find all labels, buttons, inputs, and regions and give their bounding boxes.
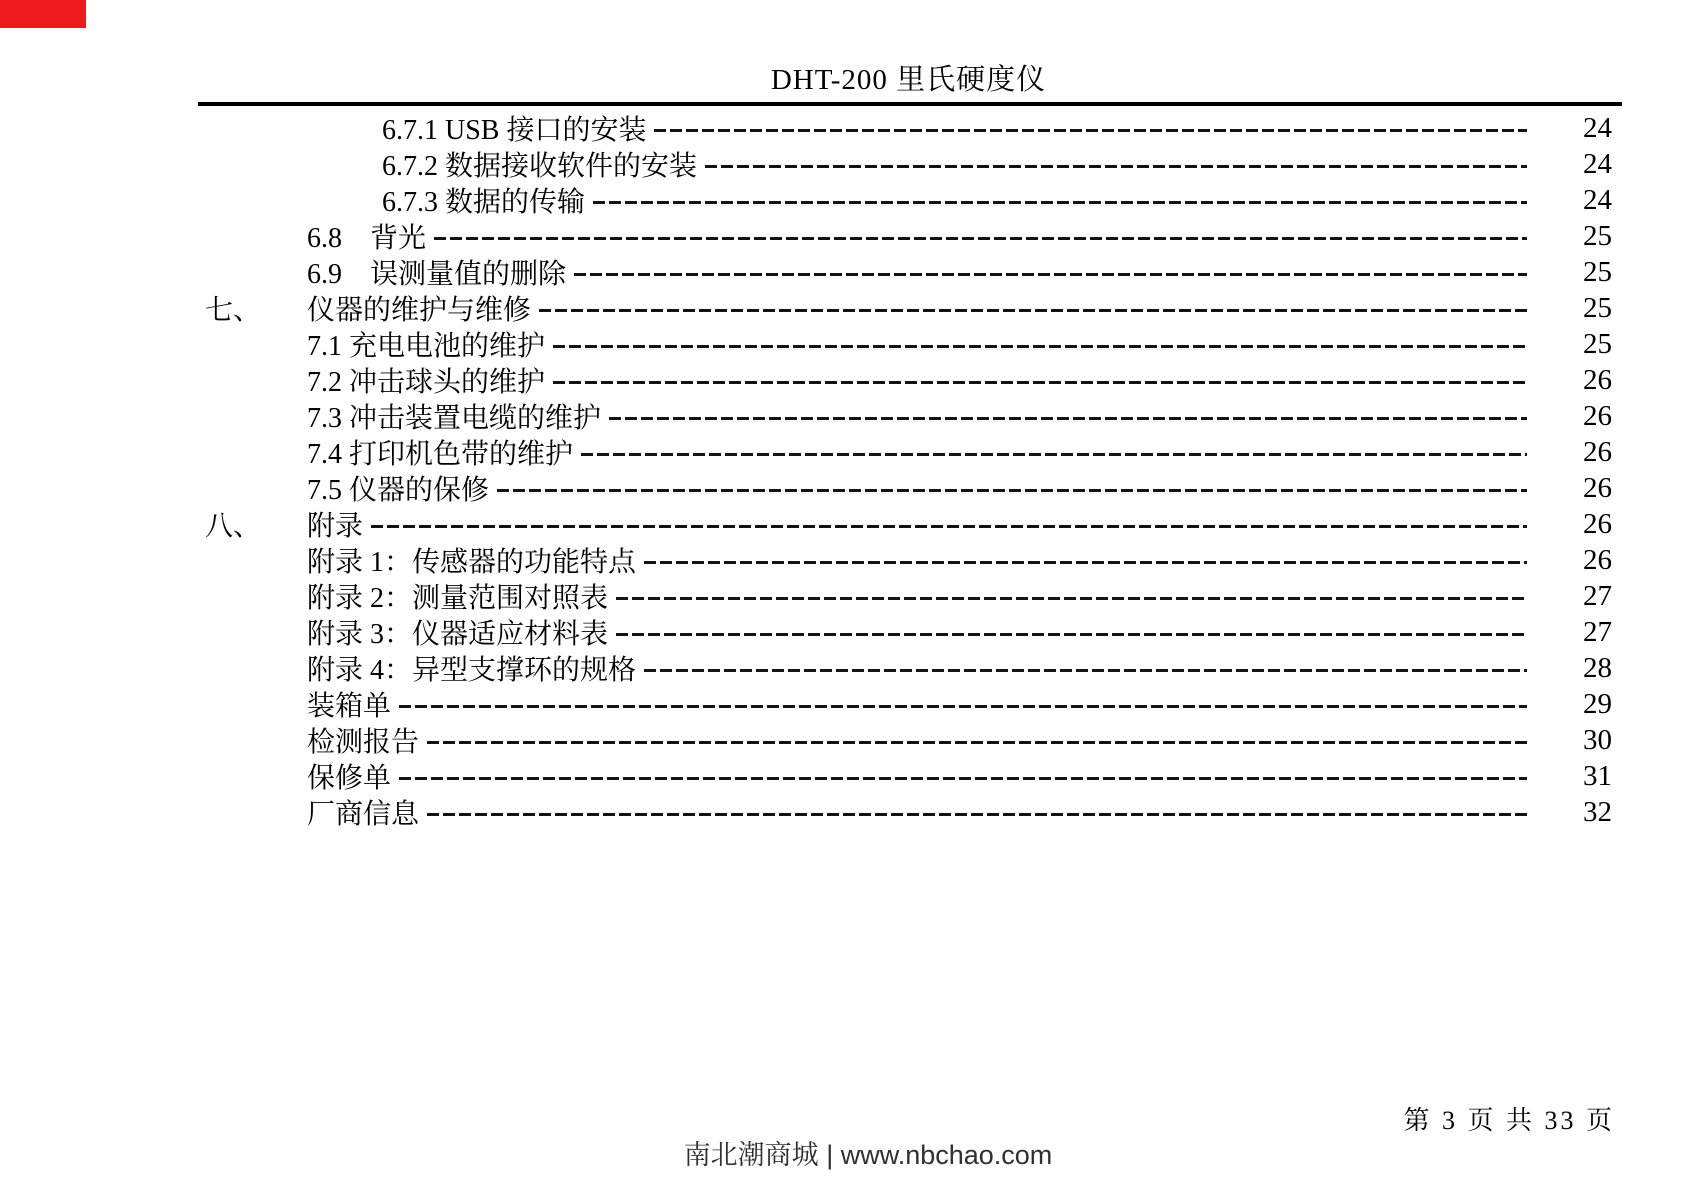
dash-leader	[427, 741, 1527, 744]
document-header-title: DHT-200 里氏硬度仪	[770, 64, 1047, 96]
toc-entry-title: 附录	[307, 511, 364, 542]
toc-entry-title: 仪器的维护与维修	[307, 295, 532, 326]
dash-leader	[553, 345, 1527, 348]
toc-row	[205, 578, 1612, 614]
header-rule-divider	[198, 102, 1622, 106]
toc-entry-title: 6.8 背光	[307, 223, 427, 254]
page-indicator: 第 3 页 共 33 页	[1403, 1106, 1615, 1135]
toc-row	[205, 758, 1612, 794]
toc-entry-title: 保修单	[307, 763, 392, 794]
dash-leader	[497, 489, 1527, 492]
toc-entry-title: 7.5 仪器的保修	[307, 475, 490, 506]
dash-leader	[616, 633, 1527, 636]
toc-row	[205, 506, 1612, 542]
toc-page-number: 27	[1583, 615, 1612, 648]
toc-page-number: 26	[1583, 543, 1612, 576]
toc-row	[205, 614, 1612, 650]
toc-row	[205, 686, 1612, 722]
dash-leader	[616, 597, 1527, 600]
dash-leader	[399, 777, 1527, 780]
toc-page-number: 32	[1583, 795, 1612, 828]
toc-row	[205, 362, 1612, 398]
dash-leader	[581, 453, 1527, 456]
toc-page-number: 25	[1583, 327, 1612, 360]
dash-leader	[553, 381, 1527, 384]
toc-page-number: 26	[1583, 435, 1612, 468]
toc-page-number: 31	[1583, 759, 1612, 792]
toc-page-number: 26	[1583, 399, 1612, 432]
toc-entry-title: 6.9 误测量值的删除	[307, 259, 567, 290]
toc-entry-title: 7.1 充电电池的维护	[307, 331, 546, 362]
toc-row	[205, 218, 1612, 254]
toc-row	[205, 722, 1612, 758]
toc-page-number: 24	[1583, 111, 1612, 144]
toc-page-number: 29	[1583, 687, 1612, 720]
toc-row	[205, 110, 1612, 146]
toc-page-number: 24	[1583, 183, 1612, 216]
toc-entry-title: 7.4 打印机色带的维护	[307, 439, 574, 470]
toc-entry-title: 7.2 冲击球头的维护	[307, 367, 546, 398]
toc-page-number: 28	[1583, 651, 1612, 684]
toc-row	[205, 794, 1612, 830]
toc-entry-title: 6.7.1 USB 接口的安装	[382, 115, 647, 146]
dash-leader	[644, 669, 1527, 672]
toc-section-marker: 七、	[205, 295, 262, 326]
toc-entry-title: 厂商信息	[307, 799, 420, 830]
toc-entry-title: 检测报告	[307, 727, 420, 758]
toc-section-marker: 八、	[205, 511, 262, 542]
dash-leader	[644, 561, 1527, 564]
dash-leader	[427, 813, 1527, 816]
toc-entry-title: 附录 1：传感器的功能特点	[307, 547, 637, 578]
toc-page-number: 24	[1583, 147, 1612, 180]
dash-leader	[609, 417, 1527, 420]
toc-entry-title: 附录 4：异型支撑环的规格	[307, 655, 637, 686]
dash-leader	[593, 201, 1527, 204]
watermark-text: 南北潮商城 | www.nbchao.com	[683, 1140, 1053, 1170]
toc-page-number: 25	[1583, 219, 1612, 252]
toc-page-number: 26	[1583, 507, 1612, 540]
toc-entry-title: 装箱单	[307, 691, 392, 722]
toc-page-number: 27	[1583, 579, 1612, 612]
toc-row	[205, 398, 1612, 434]
toc-entry-title: 6.7.2 数据接收软件的安装	[382, 151, 698, 182]
toc-entry-title: 7.3 冲击装置电缆的维护	[307, 403, 602, 434]
toc-row	[205, 470, 1612, 506]
toc-row	[205, 326, 1612, 362]
toc-page-number: 26	[1583, 471, 1612, 504]
toc-page-number: 25	[1583, 255, 1612, 288]
toc-page-number: 25	[1583, 291, 1612, 324]
dash-leader	[705, 165, 1527, 168]
toc-row	[205, 254, 1612, 290]
dash-leader	[399, 705, 1527, 708]
toc-page-number: 30	[1583, 723, 1612, 756]
toc-row	[205, 146, 1612, 182]
dash-leader	[539, 309, 1527, 312]
toc-entry-title: 附录 3：仪器适应材料表	[307, 619, 609, 650]
toc-row	[205, 290, 1612, 326]
dash-leader	[371, 525, 1527, 528]
toc-entry-title: 6.7.3 数据的传输	[382, 187, 586, 218]
toc-entry-title: 附录 2：测量范围对照表	[307, 583, 609, 614]
red-corner-mark	[0, 0, 86, 28]
table-of-contents	[205, 110, 1612, 830]
dash-leader	[654, 129, 1527, 132]
dash-leader	[574, 273, 1527, 276]
toc-row	[205, 434, 1612, 470]
dash-leader	[434, 237, 1527, 240]
toc-page-number: 26	[1583, 363, 1612, 396]
toc-row	[205, 650, 1612, 686]
toc-row	[205, 542, 1612, 578]
toc-row	[205, 182, 1612, 218]
